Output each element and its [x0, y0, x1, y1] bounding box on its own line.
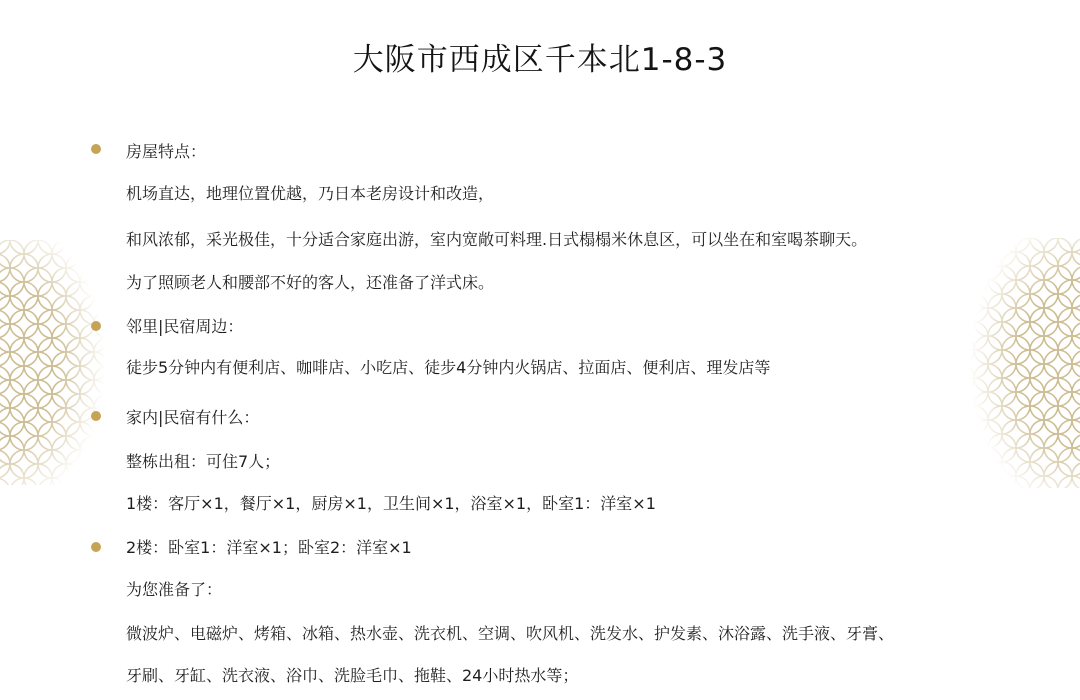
- neighborhood-line: 徒步5分钟内有便利店、咖啡店、小吃店、徒步4分钟内火锅店、拉面店、便利店、理发店等: [126, 358, 771, 377]
- second-floor-line: 2楼：卧室1：洋室×1；卧室2：洋室×1: [126, 538, 412, 557]
- prepared-items-line-1: 微波炉、电磁炉、烤箱、冰箱、热水壶、洗衣机、空调、吹风机、洗发水、护发素、沐浴露、洗手液、牙膏、: [126, 624, 895, 643]
- house-features-line-1: 机场直达，地理位置优越，乃日本老房设计和改造，: [126, 184, 495, 203]
- prepared-items-line-2: 牙刷、牙缸、洗衣液、浴巾、洗脸毛巾、拖鞋、24小时热水等；: [126, 666, 579, 685]
- prepared-heading: 为您准备了：: [126, 580, 223, 599]
- neighborhood-heading: 邻里|民宿周边：: [126, 317, 244, 336]
- bullet-house-features: [91, 144, 101, 154]
- page-title: 大阪市西成区千本北1-8-3: [352, 42, 728, 78]
- house-features-line-3: 为了照顾老人和腰部不好的客人，还准备了洋式床。: [126, 273, 495, 292]
- bullet-neighborhood: [91, 321, 101, 331]
- first-floor-line: 1楼：客厅×1，餐厅×1，厨房×1，卫生间×1，浴室×1，卧室1：洋室×1: [126, 494, 656, 513]
- amenities-heading: 家内|民宿有什么：: [126, 408, 260, 427]
- house-features-line-2: 和风浓郁，采光极佳，十分适合家庭出游，室内宽敞可料理.日式榻榻米休息区，可以坐在和室喝茶聊天。: [126, 230, 868, 249]
- right-lattice-pattern: [960, 238, 1080, 488]
- bullet-second-floor: [91, 542, 101, 552]
- left-lattice-pattern: [0, 240, 115, 485]
- whole-house-line: 整栋出租：可住7人；: [126, 452, 281, 471]
- house-features-heading: 房屋特点：: [126, 142, 207, 161]
- bullet-amenities: [91, 411, 101, 421]
